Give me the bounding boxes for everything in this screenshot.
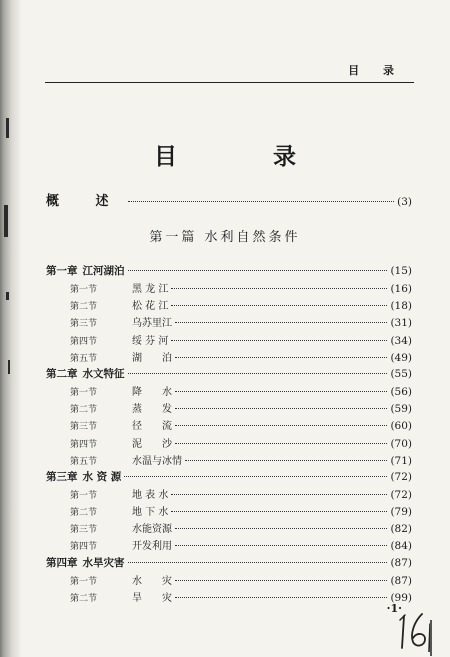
dot-leader bbox=[171, 511, 387, 512]
section-number: 第五节 bbox=[70, 353, 98, 364]
toc-page-number: (16) bbox=[390, 283, 412, 296]
section-title: 黑 龙 江 bbox=[132, 284, 169, 296]
section-title: 绥 芬 河 bbox=[132, 335, 169, 347]
chapter-number: 第三章 bbox=[46, 470, 78, 483]
section-title: 乌苏里江 bbox=[132, 318, 172, 330]
section-number: 第一节 bbox=[70, 388, 98, 399]
toc-page-number: (72) bbox=[390, 488, 412, 501]
section-title: 湖 泊 bbox=[132, 352, 172, 364]
dot-leader bbox=[175, 425, 387, 426]
header-rule bbox=[45, 82, 414, 83]
scan-speck bbox=[6, 118, 9, 138]
toc-page-number: (34) bbox=[390, 334, 412, 347]
section-title: 蒸 发 bbox=[132, 404, 172, 416]
dot-leader bbox=[171, 305, 387, 306]
scan-edge-shadow bbox=[0, 0, 22, 657]
running-header bbox=[45, 62, 414, 80]
toc-chapter-3[interactable] bbox=[46, 469, 412, 485]
toc-page-number: (70) bbox=[390, 437, 412, 450]
section-number: 第四节 bbox=[70, 542, 98, 553]
toc-page-number: (15) bbox=[390, 265, 412, 277]
section-title: 地 表 水 bbox=[132, 489, 169, 501]
dot-leader bbox=[128, 201, 395, 202]
scan-edge-mark bbox=[430, 620, 432, 656]
scan-speck bbox=[8, 360, 10, 374]
dot-leader bbox=[128, 562, 388, 563]
toc-section-1-3[interactable] bbox=[46, 314, 412, 330]
toc-section-3-1[interactable] bbox=[46, 486, 412, 502]
dot-leader bbox=[171, 288, 387, 289]
toc-page-number: (79) bbox=[390, 506, 412, 519]
chapter-number: 第四章 bbox=[46, 556, 78, 569]
section-title: 水能资源 bbox=[132, 524, 172, 536]
toc-section-3-3[interactable] bbox=[46, 520, 412, 536]
section-title: 降 水 bbox=[132, 387, 172, 399]
section-title: 开发利用 bbox=[132, 541, 172, 553]
dot-leader bbox=[175, 580, 387, 581]
toc-page-number: (49) bbox=[390, 351, 412, 364]
toc-page-number: (99) bbox=[390, 591, 412, 604]
scan-speck bbox=[6, 292, 9, 300]
section-number: 第二节 bbox=[70, 508, 98, 519]
dot-leader bbox=[171, 494, 387, 495]
section-title: 地 下 水 bbox=[132, 507, 169, 519]
toc-entry-label: 概 述 bbox=[46, 194, 125, 209]
toc-section-2-3[interactable] bbox=[46, 417, 412, 433]
section-number: 第三节 bbox=[70, 319, 98, 330]
toc-page-number: (3) bbox=[397, 196, 412, 208]
toc-chapter-2[interactable] bbox=[46, 366, 412, 382]
toc-page-number: (87) bbox=[390, 574, 412, 587]
toc-page-number: (59) bbox=[390, 403, 412, 416]
section-number: 第三节 bbox=[70, 525, 98, 536]
chapter-title: 水文特征 bbox=[82, 367, 125, 380]
toc-section-1-1[interactable] bbox=[46, 280, 412, 296]
dot-leader bbox=[128, 373, 388, 374]
chapter-title: 水 资 源 bbox=[82, 470, 122, 483]
dot-leader bbox=[175, 443, 387, 444]
toc-page-number: (31) bbox=[390, 317, 412, 330]
dot-leader bbox=[128, 270, 388, 271]
toc-chapter-4[interactable] bbox=[46, 555, 412, 571]
toc-section-2-4[interactable] bbox=[46, 435, 412, 451]
toc-page-number: (60) bbox=[390, 420, 412, 433]
toc-page-number: (82) bbox=[390, 523, 412, 536]
toc-page-number: (72) bbox=[390, 470, 412, 483]
section-title: 径 流 bbox=[132, 421, 172, 433]
toc-section-4-1[interactable] bbox=[46, 572, 412, 588]
chapter-number: 第二章 bbox=[46, 367, 78, 380]
section-number: 第一节 bbox=[70, 490, 98, 501]
dot-leader bbox=[171, 340, 387, 341]
section-title: 泥 沙 bbox=[132, 438, 172, 450]
toc-section-1-4[interactable] bbox=[46, 332, 412, 348]
dot-leader bbox=[175, 528, 387, 529]
toc-page-number: (84) bbox=[390, 540, 412, 553]
toc-entry-overview[interactable] bbox=[46, 190, 412, 209]
part-title: 第一篇 水利自然条件 bbox=[149, 230, 301, 245]
running-head-text: 目 录 bbox=[348, 64, 404, 77]
section-title: 水 灾 bbox=[132, 575, 172, 587]
toc-page-number: (87) bbox=[390, 556, 412, 569]
page-folio: ·1· bbox=[386, 602, 402, 615]
toc-section-2-1[interactable] bbox=[46, 383, 412, 399]
section-number: 第四节 bbox=[70, 439, 98, 450]
toc-page-number: (71) bbox=[390, 454, 412, 467]
section-number: 第二节 bbox=[70, 302, 98, 313]
chapter-title: 江河湖泊 bbox=[82, 265, 125, 277]
section-title: 水温与冰情 bbox=[132, 455, 182, 467]
section-number: 第四节 bbox=[70, 336, 98, 347]
toc-section-4-2[interactable] bbox=[46, 589, 412, 605]
toc-section-3-4[interactable] bbox=[46, 537, 412, 553]
toc-page-number: (55) bbox=[390, 367, 412, 380]
dot-leader bbox=[185, 460, 387, 461]
toc-page-number: (18) bbox=[390, 300, 412, 313]
toc-page-number: (56) bbox=[390, 386, 412, 399]
chapter-number: 第一章 bbox=[46, 265, 78, 277]
section-title: 旱 灾 bbox=[132, 592, 172, 604]
toc-chapter-1[interactable] bbox=[46, 263, 412, 279]
toc-section-2-5[interactable] bbox=[46, 452, 412, 468]
chapter-title: 水旱灾害 bbox=[82, 556, 125, 569]
dot-leader bbox=[175, 391, 387, 392]
toc-section-3-2[interactable] bbox=[46, 503, 412, 519]
section-number: 第二节 bbox=[70, 405, 98, 416]
dot-leader bbox=[175, 408, 387, 409]
dot-leader bbox=[175, 357, 387, 358]
toc-section-2-2[interactable] bbox=[46, 400, 412, 416]
section-number: 第一节 bbox=[70, 285, 98, 296]
dot-leader bbox=[175, 545, 387, 546]
dot-leader bbox=[175, 322, 387, 323]
section-number: 第三节 bbox=[70, 422, 98, 433]
toc-section-1-2[interactable] bbox=[46, 297, 412, 313]
toc-section-1-5[interactable] bbox=[46, 349, 412, 365]
dot-leader bbox=[175, 597, 387, 598]
page-title: 目 录 bbox=[153, 144, 340, 170]
dot-leader bbox=[124, 476, 387, 477]
section-number: 第二节 bbox=[70, 593, 98, 604]
section-number: 第一节 bbox=[70, 576, 98, 587]
section-number: 第五节 bbox=[70, 456, 98, 467]
section-title: 松 花 江 bbox=[132, 301, 169, 313]
